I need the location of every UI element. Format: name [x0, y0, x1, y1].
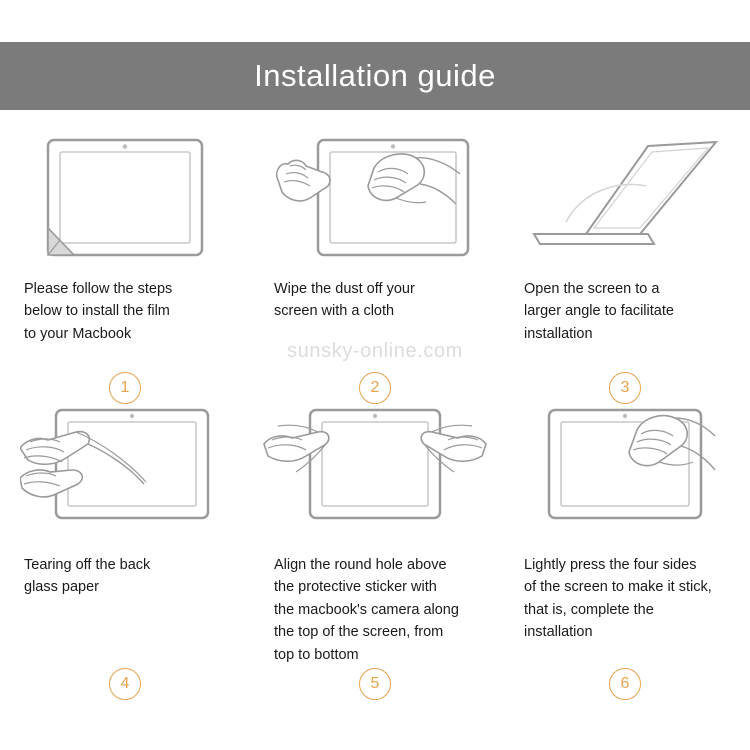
hand-wiping-screen-with-cloth-icon — [270, 128, 480, 268]
page-title: Installation guide — [254, 58, 496, 93]
step-6-caption-line-2: of the screen to make it stick, — [524, 579, 712, 596]
step-1-illustration — [12, 128, 238, 278]
step-5-illustration — [262, 404, 488, 554]
step-5-caption-line-5: top to bottom — [274, 646, 359, 663]
step-card-5 — [250, 404, 500, 700]
step-2-caption-line-2: screen with a cloth — [274, 303, 395, 320]
step-5-caption-line-2: the protective sticker with — [274, 579, 437, 596]
step-5-number-wrap — [262, 668, 488, 700]
step-number-badge: 3 — [609, 372, 641, 404]
step-2-number-wrap — [262, 372, 488, 404]
step-3-caption-line-3: installation — [524, 325, 593, 342]
step-number-badge: 2 — [359, 372, 391, 404]
step-card-4 — [0, 404, 250, 700]
step-6-illustration — [512, 404, 738, 554]
step-4-illustration — [12, 404, 238, 554]
step-1-caption-line-1: Please follow the steps — [24, 281, 173, 297]
step-6-caption-line-1: Lightly press the four sides — [524, 557, 697, 573]
step-6-caption-line-3: that is, complete the installation — [524, 601, 654, 641]
step-4-caption-line-1: Tearing off the back — [24, 557, 151, 573]
step-card-1 — [0, 128, 250, 404]
hands-tearing-back-paper-icon — [20, 404, 230, 534]
step-6-caption — [512, 554, 738, 666]
macbook-screen-with-film-peel-icon — [30, 128, 220, 268]
step-3-caption-line-2: larger angle to facilitate — [524, 303, 674, 320]
step-4-number-wrap — [12, 668, 238, 700]
step-5-caption-line-3: the macbook's camera along — [274, 601, 459, 618]
step-2-caption — [262, 278, 488, 370]
step-3-caption — [512, 278, 738, 370]
step-2-caption-line-1: Wipe the dust off your — [274, 281, 415, 297]
step-number-badge: 1 — [109, 372, 141, 404]
step-5-caption-line-4: the top of the screen, from — [274, 624, 444, 641]
open-laptop-angle-icon — [520, 128, 730, 268]
step-1-caption-line-3: to your Macbook — [24, 325, 132, 342]
step-3-number-wrap — [512, 372, 738, 404]
step-3-caption-line-1: Open the screen to a — [524, 281, 660, 297]
header-bar — [0, 42, 750, 110]
step-card-6 — [500, 404, 750, 700]
watermark: sunsky-online.com — [287, 340, 463, 362]
step-number-badge: 6 — [609, 668, 641, 700]
step-4-caption — [12, 554, 238, 666]
step-number-badge: 5 — [359, 668, 391, 700]
step-number-badge: 4 — [109, 668, 141, 700]
step-5-caption-line-1: Align the round hole above — [274, 557, 447, 573]
step-5-caption — [262, 554, 488, 666]
step-3-illustration — [512, 128, 738, 278]
step-4-caption-line-2: glass paper — [24, 579, 99, 596]
step-2-illustration — [262, 128, 488, 278]
steps-grid — [0, 128, 750, 700]
step-1-caption-line-2: below to install the film — [24, 303, 170, 320]
step-6-number-wrap — [512, 668, 738, 700]
two-hands-aligning-film-icon — [262, 404, 488, 534]
hand-pressing-screen-edges-icon — [519, 404, 731, 534]
step-card-2 — [250, 128, 500, 404]
step-card-3 — [500, 128, 750, 404]
step-1-caption — [12, 278, 238, 370]
step-1-number-wrap — [12, 372, 238, 404]
